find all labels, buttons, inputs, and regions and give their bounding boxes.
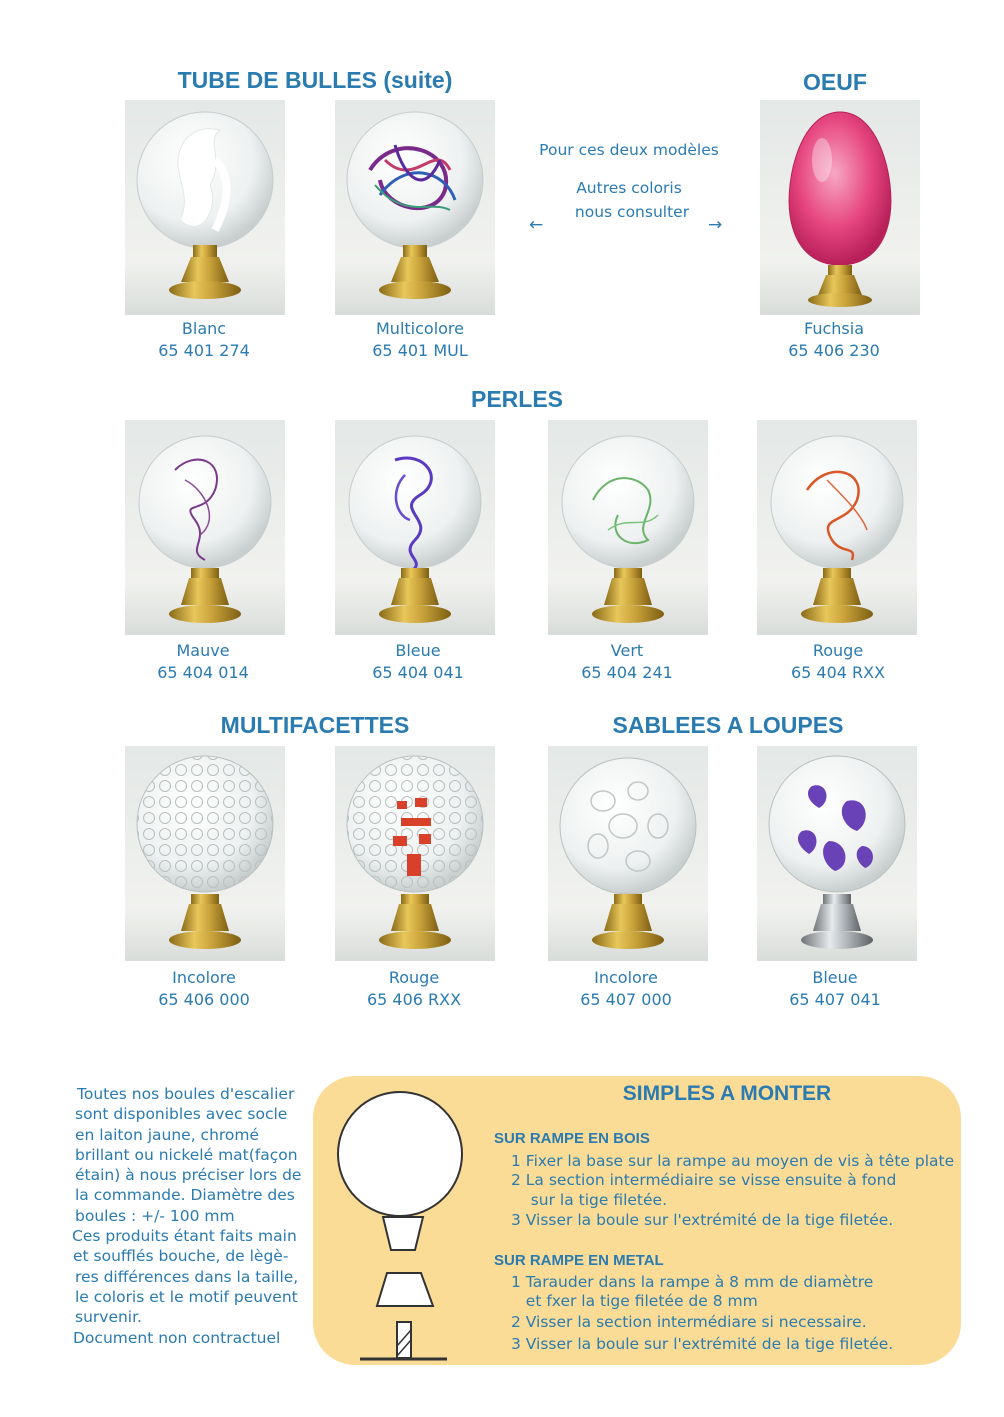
product-name: Fuchsia [804, 319, 864, 338]
note-two-models: Pour ces deux modèles [539, 141, 719, 159]
product-name: Vert [610, 641, 644, 660]
wood-rail-title: SUR RAMPE EN BOIS [494, 1130, 650, 1147]
product-ref: 65 406 230 [788, 341, 880, 360]
metal-step-3: 3 Visser la boule sur l'extrémité de la tige filetée. [511, 1335, 894, 1353]
info-line: et soufflés bouche, de lègè- [73, 1247, 289, 1266]
metal-step-2: 2 Visser la section intermédiare si necessaire. [511, 1313, 867, 1331]
info-line: boules : +/- 100 mm [75, 1206, 235, 1225]
info-line: brillant ou nickelé mat(façon [75, 1145, 298, 1164]
product-caption [738, 640, 938, 684]
section-title-oeuf: OEUF [803, 69, 867, 95]
info-line: le coloris et le motif peuvent [75, 1287, 298, 1306]
diagram-ball [338, 1092, 462, 1216]
product-photo-sablees-bleue [757, 746, 917, 961]
info-line: Document non contractuel [73, 1328, 281, 1347]
metal-step-1-cont: et fxer la tige filetée de 8 mm [511, 1292, 758, 1310]
product-name: Mauve [176, 641, 230, 660]
product-caption [314, 967, 514, 1011]
wood-step-2-cont: sur la tige filetée. [511, 1191, 668, 1209]
product-caption [318, 640, 518, 684]
product-photo-vert [548, 420, 708, 635]
note-other-colors: Autres coloris [576, 179, 682, 197]
product-photo-bleue [335, 420, 495, 635]
product-name: Incolore [594, 968, 658, 987]
section-title-tube-de-bulles: TUBE DE BULLES (suite) [177, 67, 453, 93]
section-title-multifacettes: MULTIFACETTES [220, 712, 410, 738]
product-photo-blanc [125, 100, 285, 315]
product-name: Rouge [388, 968, 440, 987]
product-info-text [70, 1084, 310, 1348]
product-caption [103, 640, 303, 684]
product-photo-multifacettes-incolore [125, 746, 285, 961]
metal-step-1: 1 Tarauder dans la rampe à 8 mm de diamètre [511, 1273, 874, 1291]
product-caption [734, 318, 934, 362]
info-line: étain) à nous préciser lors de [75, 1166, 302, 1185]
product-photo-multifacettes-rouge [335, 746, 495, 961]
product-photo-multicolore [335, 100, 495, 315]
info-line: survenir. [75, 1308, 142, 1327]
product-photo-mauve [125, 420, 285, 635]
product-ref: 65 406 RXX [366, 990, 462, 1009]
product-ref: 65 407 041 [789, 990, 881, 1009]
section-title-sablees-a-loupes: SABLEES A LOUPES [612, 712, 844, 738]
diagram-base [377, 1273, 433, 1306]
note-contact-us: nous consulter [574, 203, 690, 221]
section-title-perles: PERLES [470, 386, 564, 412]
info-line: en laiton jaune, chromé [75, 1125, 260, 1144]
product-name: Rouge [812, 641, 864, 660]
product-caption [527, 640, 727, 684]
info-line: sont disponibles avec socle [75, 1105, 288, 1124]
assembly-diagram [335, 1090, 485, 1365]
wood-step-2: 2 La section intermédiaire se visse ensuite à fond [511, 1171, 897, 1189]
product-name: Multicolore [376, 319, 464, 338]
product-caption [320, 318, 520, 362]
product-ref: 65 407 000 [580, 990, 672, 1009]
wood-step-1: 1 Fixer la base sur la rampe au moyen de vis à tête plate [511, 1152, 955, 1170]
metal-rail-title: SUR RAMPE EN METAL [494, 1252, 664, 1269]
info-line: la commande. Diamètre des [75, 1186, 295, 1205]
assembly-title: SIMPLES A MONTER [622, 1082, 832, 1105]
product-photo-fuchsia [760, 100, 920, 315]
product-photo-sablees-incolore [548, 746, 708, 961]
arrow-left-icon: ← [529, 215, 544, 235]
product-ref: 65 406 000 [158, 990, 250, 1009]
product-caption [526, 967, 726, 1011]
product-name: Incolore [172, 968, 236, 987]
product-ref: 65 404 041 [372, 663, 464, 682]
product-ref: 65 401 274 [158, 341, 250, 360]
diagram-intermediate-section [383, 1217, 423, 1250]
product-photo-rouge-perle [757, 420, 917, 635]
product-name: Bleue [395, 641, 441, 660]
product-name: Blanc [181, 319, 227, 338]
info-line: Toutes nos boules d'escalier [77, 1085, 295, 1103]
arrow-right-icon: → [708, 215, 723, 235]
info-line: res différences dans la taille, [75, 1267, 299, 1286]
wood-step-3: 3 Visser la boule sur l'extrémité de la tige filetée. [511, 1211, 894, 1229]
product-ref: 65 401 MUL [372, 341, 468, 360]
product-ref: 65 404 241 [581, 663, 673, 682]
product-caption [104, 318, 304, 362]
info-line: Ces produits étant faits main [72, 1227, 297, 1246]
product-caption [735, 967, 935, 1011]
product-ref: 65 404 RXX [790, 663, 886, 682]
product-caption [104, 967, 304, 1011]
product-ref: 65 404 014 [157, 663, 249, 682]
product-name: Bleue [812, 968, 858, 987]
